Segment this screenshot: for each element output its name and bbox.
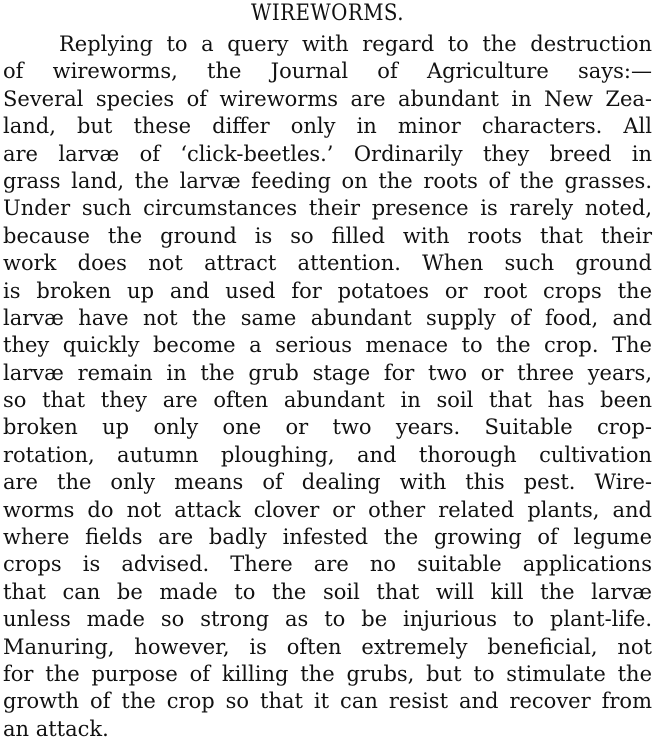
article-line: that can be made to the soil that will kill the larvæ: [3, 579, 652, 604]
article-line: an attack.: [3, 716, 109, 741]
article-line: Replying to a query with regard to the destruction: [59, 32, 652, 56]
article-line: Manuring, however, is often extremely beneficial, not: [3, 634, 652, 659]
article-line: unless made so strong as to be injurious to plant-life.: [3, 607, 652, 632]
article-line: rotation, autumn ploughing, and thorough cultivation: [3, 442, 652, 467]
article-line: are larvæ of ‘click-beetles.’ Ordinarily they breed in: [3, 141, 652, 166]
article-line: crops is advised. There are no suitable applications: [3, 552, 652, 577]
article-line: where fields are badly infested the growing of legume: [3, 525, 652, 550]
article-line: broken up only one or two years. Suitable crop-: [3, 415, 652, 440]
article-line: larvæ have not the same abundant supply of food, and: [3, 305, 652, 330]
article-line: grass land, the larvæ feeding on the roots of the grasses.: [3, 168, 652, 193]
article-line: is broken up and used for potatoes or root crops the: [3, 278, 652, 303]
article-line: worms do not attack clover or other related plants, and: [3, 497, 652, 522]
article-line: for the purpose of killing the grubs, but to stimulate the: [3, 661, 652, 686]
article-line: they quickly become a serious menace to the crop. The: [3, 333, 652, 358]
article-line: Several species of wireworms are abundant in New Zea-: [3, 86, 652, 111]
article-line: growth of the crop so that it can resist and recover from: [3, 689, 652, 714]
article-line: of wireworms, the Journal of Agriculture says:—: [3, 59, 652, 84]
article-line: work does not attract attention. When such ground: [3, 251, 652, 276]
article-line: larvæ remain in the grub stage for two or three years,: [3, 360, 652, 385]
article-line: are the only means of dealing with this pest. Wire-: [3, 470, 652, 495]
article-line: land, but these differ only in minor characters. All: [3, 114, 652, 139]
article-headline: WIREWORMS.: [251, 1, 404, 26]
article-body: [3, 31, 652, 743]
article-line: because the ground is so filled with roots that their: [3, 223, 652, 248]
article-line: so that they are often abundant in soil that has been: [3, 388, 652, 413]
article-line: Under such circumstances their presence is rarely noted,: [3, 196, 652, 221]
